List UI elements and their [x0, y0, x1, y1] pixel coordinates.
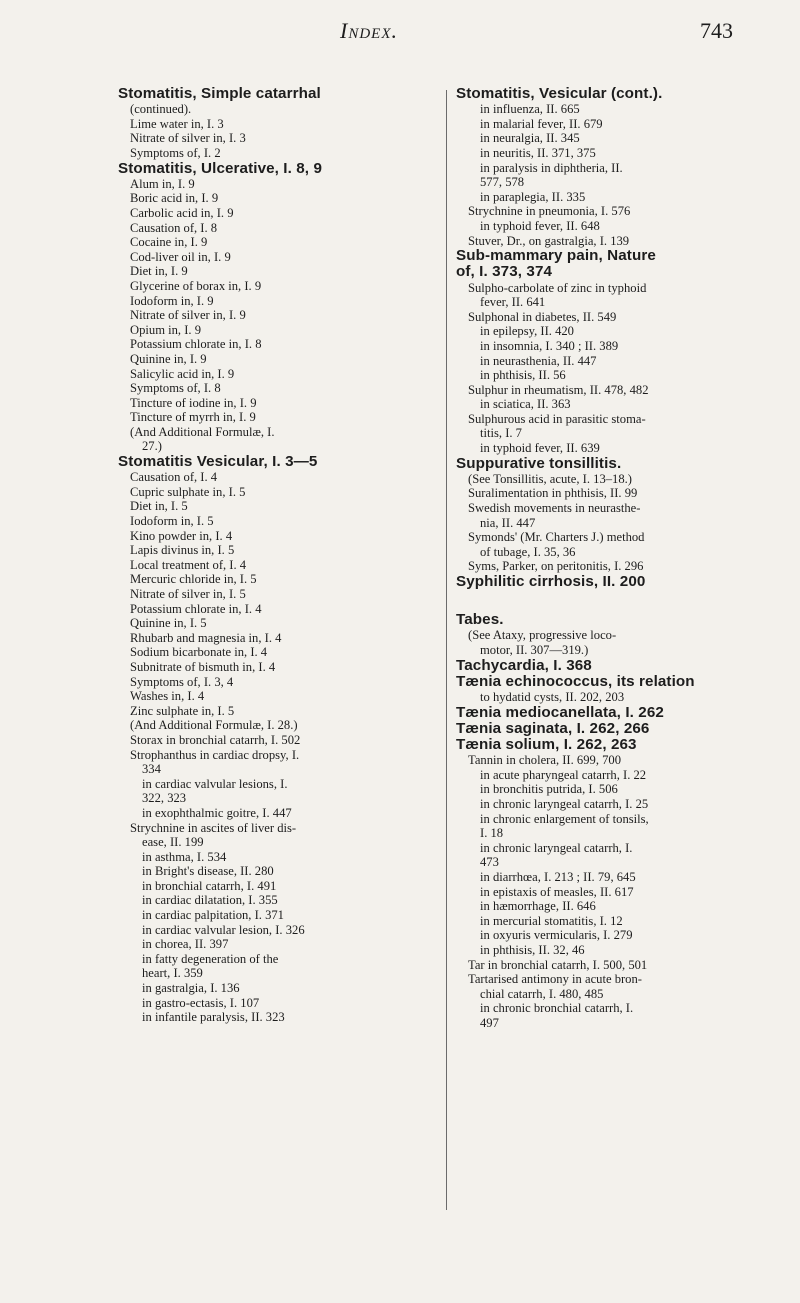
running-head — [0, 18, 800, 58]
index-entry: in neuralgia, II. 345 — [480, 131, 580, 146]
index-heading: Suppurative tonsillitis. — [456, 454, 622, 472]
index-entry: Mercuric chloride in, I. 5 — [130, 572, 257, 587]
index-entry: Tartarised antimony in acute bron- — [468, 972, 642, 987]
index-entry: Cocaine in, I. 9 — [130, 235, 208, 250]
index-entry: Stuver, Dr., on gastralgia, I. 139 — [468, 233, 630, 248]
index-entry: chial catarrh, I. 480, 485 — [480, 986, 604, 1001]
index-entry: Sulpho-carbolate of zinc in typhoid — [468, 280, 647, 295]
index-entry: in sciatica, II. 363 — [480, 397, 571, 412]
index-entry: in chronic laryngeal catarrh, I. — [480, 840, 633, 855]
index-entry: in cardiac valvular lesions, I. — [142, 776, 288, 791]
index-entry: Symonds' (Mr. Charters J.) method — [468, 530, 645, 545]
index-entry: Swedish movements in neurasthe- — [468, 501, 641, 516]
index-entry: Nitrate of silver in, I. 3 — [130, 131, 246, 146]
index-entry: (And Additional Formulæ, I. 28.) — [130, 718, 298, 733]
index-entry: titis, I. 7 — [480, 426, 522, 441]
index-entry: Symptoms of, I. 2 — [130, 145, 221, 160]
index-entry: Causation of, I. 4 — [130, 470, 218, 485]
index-entry: in neurasthenia, II. 447 — [480, 353, 597, 368]
index-column-right — [456, 86, 782, 1031]
index-entry: Quinine in, I. 5 — [130, 616, 207, 631]
index-entry: Boric acid in, I. 9 — [130, 191, 219, 206]
index-entry: in hæmorrhage, II. 646 — [480, 899, 596, 914]
index-heading: Tænia echinococcus, its relation — [456, 672, 695, 690]
index-heading: Stomatitis Vesicular, I. 3—5 — [118, 453, 318, 471]
index-entry: Symptoms of, I. 3, 4 — [130, 674, 234, 689]
index-entry: Strychnine in ascites of liver dis- — [130, 820, 297, 835]
index-heading: Tænia mediocanellata, I. 262 — [456, 703, 664, 721]
index-heading: Tabes. — [456, 611, 504, 629]
index-entry: Tincture of myrrh in, I. 9 — [130, 410, 256, 425]
index-entry: Subnitrate of bismuth in, I. 4 — [130, 659, 276, 674]
index-entry: in neuritis, II. 371, 375 — [480, 145, 596, 160]
index-entry: in diarrhœa, I. 213 ; II. 79, 645 — [480, 869, 636, 884]
index-entry: heart, I. 359 — [142, 966, 203, 981]
index-entry: in oxyuris vermicularis, I. 279 — [480, 928, 633, 943]
index-heading: Tænia solium, I. 262, 263 — [456, 736, 637, 754]
index-entry: Sulphurous acid in parasitic stoma- — [468, 411, 646, 426]
index-entry: 322, 323 — [142, 791, 187, 806]
index-entry: (And Additional Formulæ, I. — [130, 424, 275, 439]
index-entry: 473 — [480, 855, 499, 870]
page-title: Index. — [340, 18, 398, 43]
index-entry: in epilepsy, II. 420 — [480, 324, 574, 339]
index-entry: in bronchitis putrida, I. 506 — [480, 782, 618, 797]
index-entry: motor, II. 307—319.) — [480, 643, 589, 658]
index-entry: Potassium chlorate in, I. 8 — [130, 337, 262, 352]
index-entry: Potassium chlorate in, I. 4 — [130, 601, 262, 616]
index-entry: Iodoform in, I. 9 — [130, 293, 214, 308]
column-divider — [446, 90, 447, 1210]
index-entry: Salicylic acid in, I. 9 — [130, 366, 235, 381]
index-entry: Carbolic acid in, I. 9 — [130, 205, 234, 220]
index-heading: Stomatitis, Ulcerative, I. 8, 9 — [118, 159, 322, 177]
index-entry: (continued). — [130, 102, 192, 117]
index-entry: in acute pharyngeal catarrh, I. 22 — [480, 767, 647, 782]
index-entry: in cardiac valvular lesion, I. 326 — [142, 922, 305, 937]
index-entry: in mercurial stomatitis, I. 12 — [480, 913, 623, 928]
index-column-left — [118, 86, 440, 1025]
page-number: 743 — [700, 18, 733, 43]
index-entry: in influenza, II. 665 — [480, 102, 580, 117]
entry-gap — [456, 590, 782, 612]
index-entry: in gastro-ectasis, I. 107 — [142, 995, 260, 1010]
index-entry: in asthma, I. 534 — [142, 849, 227, 864]
index-entry: Sodium bicarbonate in, I. 4 — [130, 645, 268, 660]
index-entry: in chronic bronchial catarrh, I. — [480, 1001, 634, 1016]
index-entry: Alum in, I. 9 — [130, 176, 195, 191]
index-entry: in typhoid fever, II. 648 — [480, 218, 600, 233]
index-entry: Nitrate of silver in, I. 5 — [130, 587, 246, 602]
index-entry: in phthisis, II. 56 — [480, 368, 566, 383]
index-heading: of, I. 373, 374 — [456, 263, 553, 281]
index-entry: Glycerine of borax in, I. 9 — [130, 278, 262, 293]
index-entry: 497 — [480, 1015, 499, 1030]
index-entry: in chronic enlargement of tonsils, — [480, 811, 649, 826]
index-entry: in gastralgia, I. 136 — [142, 981, 240, 996]
index-entry: in bronchial catarrh, I. 491 — [142, 878, 277, 893]
index-heading: Sub-mammary pain, Nature — [456, 247, 656, 265]
index-entry: Tincture of iodine in, I. 9 — [130, 395, 257, 410]
index-entry: in paraplegia, II. 335 — [480, 189, 586, 204]
index-entry: in infantile paralysis, II. 323 — [142, 1010, 285, 1025]
index-entry: in paralysis in diphtheria, II. — [480, 160, 623, 175]
index-entry: Cod-liver oil in, I. 9 — [130, 249, 231, 264]
index-entry: Local treatment of, I. 4 — [130, 557, 247, 572]
index-entry: Kino powder in, I. 4 — [130, 528, 233, 543]
index-entry: Suralimentation in phthisis, II. 99 — [468, 486, 638, 501]
index-entry: I. 18 — [480, 826, 504, 841]
index-entry: ease, II. 199 — [142, 835, 204, 850]
index-entry: in cardiac palpitation, I. 371 — [142, 908, 284, 923]
index-entry: in chorea, II. 397 — [142, 937, 229, 952]
index-entry: Rhubarb and magnesia in, I. 4 — [130, 630, 282, 645]
index-entry: Opium in, I. 9 — [130, 322, 202, 337]
index-entry: Diet in, I. 5 — [130, 499, 188, 514]
index-entry: of tubage, I. 35, 36 — [480, 544, 576, 559]
index-entry: Sulphonal in diabetes, II. 549 — [468, 309, 617, 324]
index-entry: Diet in, I. 9 — [130, 264, 188, 279]
index-entry: in cardiac dilatation, I. 355 — [142, 893, 278, 908]
index-entry: in fatty degeneration of the — [142, 951, 279, 966]
index-entry: Lime water in, I. 3 — [130, 116, 224, 131]
index-heading: Tænia saginata, I. 262, 266 — [456, 719, 650, 737]
index-entry: in phthisis, II. 32, 46 — [480, 942, 585, 957]
index-entry: in Bright's disease, II. 280 — [142, 864, 274, 879]
index-entry: 27.) — [142, 439, 162, 454]
index-entry: in insomnia, I. 340 ; II. 389 — [480, 338, 619, 353]
index-entry: Storax in bronchial catarrh, I. 502 — [130, 732, 301, 747]
index-entry: Causation of, I. 8 — [130, 220, 218, 235]
index-entry: fever, II. 641 — [480, 295, 546, 310]
index-entry: Tannin in cholera, II. 699, 700 — [468, 753, 622, 768]
index-heading: Syphilitic cirrhosis, II. 200 — [456, 573, 646, 591]
index-entry: 577, 578 — [480, 175, 525, 190]
index-entry: to hydatid cysts, II. 202, 203 — [480, 690, 625, 705]
index-entry: in exophthalmic goitre, I. 447 — [142, 805, 292, 820]
index-entry: Sulphur in rheumatism, II. 478, 482 — [468, 382, 649, 397]
index-entry: in chronic laryngeal catarrh, I. 25 — [480, 797, 649, 812]
index-entry: Strophanthus in cardiac dropsy, I. — [130, 747, 300, 762]
index-entry: in epistaxis of measles, II. 617 — [480, 884, 634, 899]
index-entry: 334 — [142, 762, 161, 777]
index-entry: Nitrate of silver in, I. 9 — [130, 308, 246, 323]
index-entry: nia, II. 447 — [480, 515, 536, 530]
index-heading: Stomatitis, Simple catarrhal — [118, 85, 321, 102]
index-entry: Tar in bronchial catarrh, I. 500, 501 — [468, 957, 648, 972]
index-entry: Symptoms of, I. 8 — [130, 381, 221, 396]
index-entry: Syms, Parker, on peritonitis, I. 296 — [468, 559, 644, 574]
index-entry: (See Ataxy, progressive loco- — [468, 628, 617, 643]
index-entry: Washes in, I. 4 — [130, 689, 205, 704]
index-entry: Strychnine in pneumonia, I. 576 — [468, 204, 631, 219]
index-entry: Iodoform in, I. 5 — [130, 514, 214, 529]
index-entry: Cupric sulphate in, I. 5 — [130, 484, 246, 499]
index-heading: Stomatitis, Vesicular (cont.). — [456, 85, 663, 102]
index-entry: Zinc sulphate in, I. 5 — [130, 703, 235, 718]
index-entry: Lapis divinus in, I. 5 — [130, 543, 235, 558]
index-heading: Tachycardia, I. 368 — [456, 656, 592, 674]
index-entry: in malarial fever, II. 679 — [480, 116, 603, 131]
index-entry: in typhoid fever, II. 639 — [480, 441, 600, 456]
index-entry: (See Tonsillitis, acute, I. 13–18.) — [468, 471, 632, 486]
index-entry: Quinine in, I. 9 — [130, 351, 207, 366]
